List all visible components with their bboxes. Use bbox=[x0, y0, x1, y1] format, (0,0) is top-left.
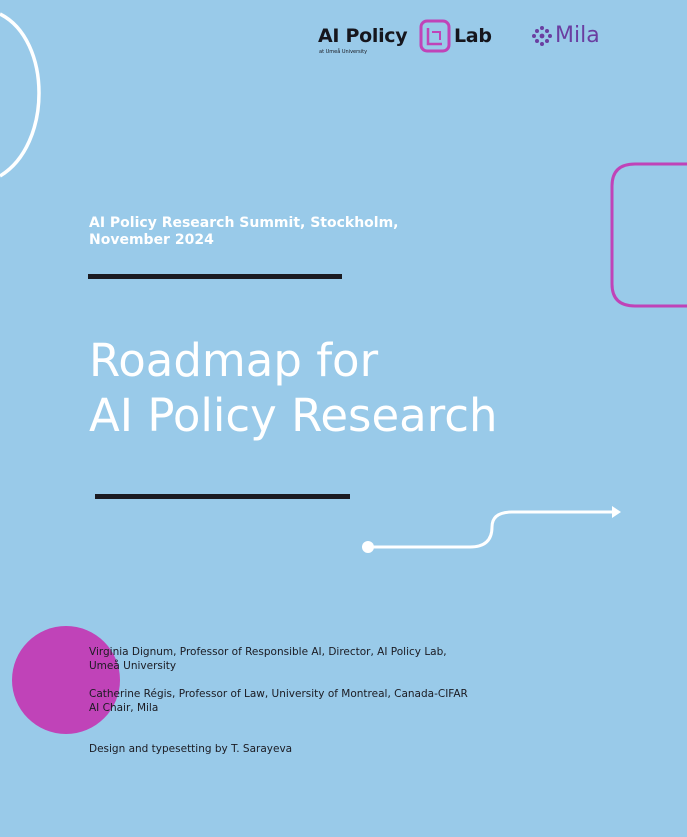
top-left-arc-decoration bbox=[0, 14, 39, 176]
author-2-line-2: AI Chair, Mila bbox=[89, 702, 159, 714]
bottom-divider-bar bbox=[95, 494, 350, 499]
title-line-1: Roadmap for bbox=[89, 334, 379, 387]
event-line-1: AI Policy Research Summit, Stockholm, bbox=[89, 215, 399, 231]
author-1-line-2: Umeå University bbox=[89, 660, 177, 672]
logo-text-mila: Mila bbox=[555, 23, 600, 48]
mila-dots-icon bbox=[532, 25, 552, 47]
top-divider-bar bbox=[88, 274, 342, 279]
report-title bbox=[89, 333, 498, 443]
logo-text-lab: Lab bbox=[454, 25, 492, 47]
logo-subtitle: at Umeå University bbox=[319, 49, 368, 55]
author-2-line-1: Catherine Régis, Professor of Law, University of Montreal, Canada-CIFAR bbox=[89, 688, 468, 700]
author-entry bbox=[89, 687, 468, 715]
arrow-line-decoration bbox=[362, 506, 621, 553]
ai-policy-lab-logo bbox=[318, 18, 498, 58]
author-1-line-1: Virginia Dignum, Professor of Responsible AI, Director, AI Policy Lab, bbox=[89, 646, 447, 658]
event-line-2: November 2024 bbox=[89, 232, 214, 248]
logo-text-ai-policy: AI Policy bbox=[318, 25, 408, 47]
author-list bbox=[89, 645, 468, 729]
event-subtitle bbox=[89, 215, 399, 249]
title-line-2: AI Policy Research bbox=[89, 389, 498, 442]
design-credit: Design and typesetting by T. Sarayeva bbox=[89, 743, 293, 755]
policy-lab-emblem-icon bbox=[418, 18, 452, 54]
right-rounded-frame-decoration bbox=[612, 164, 687, 306]
author-entry bbox=[89, 645, 468, 673]
